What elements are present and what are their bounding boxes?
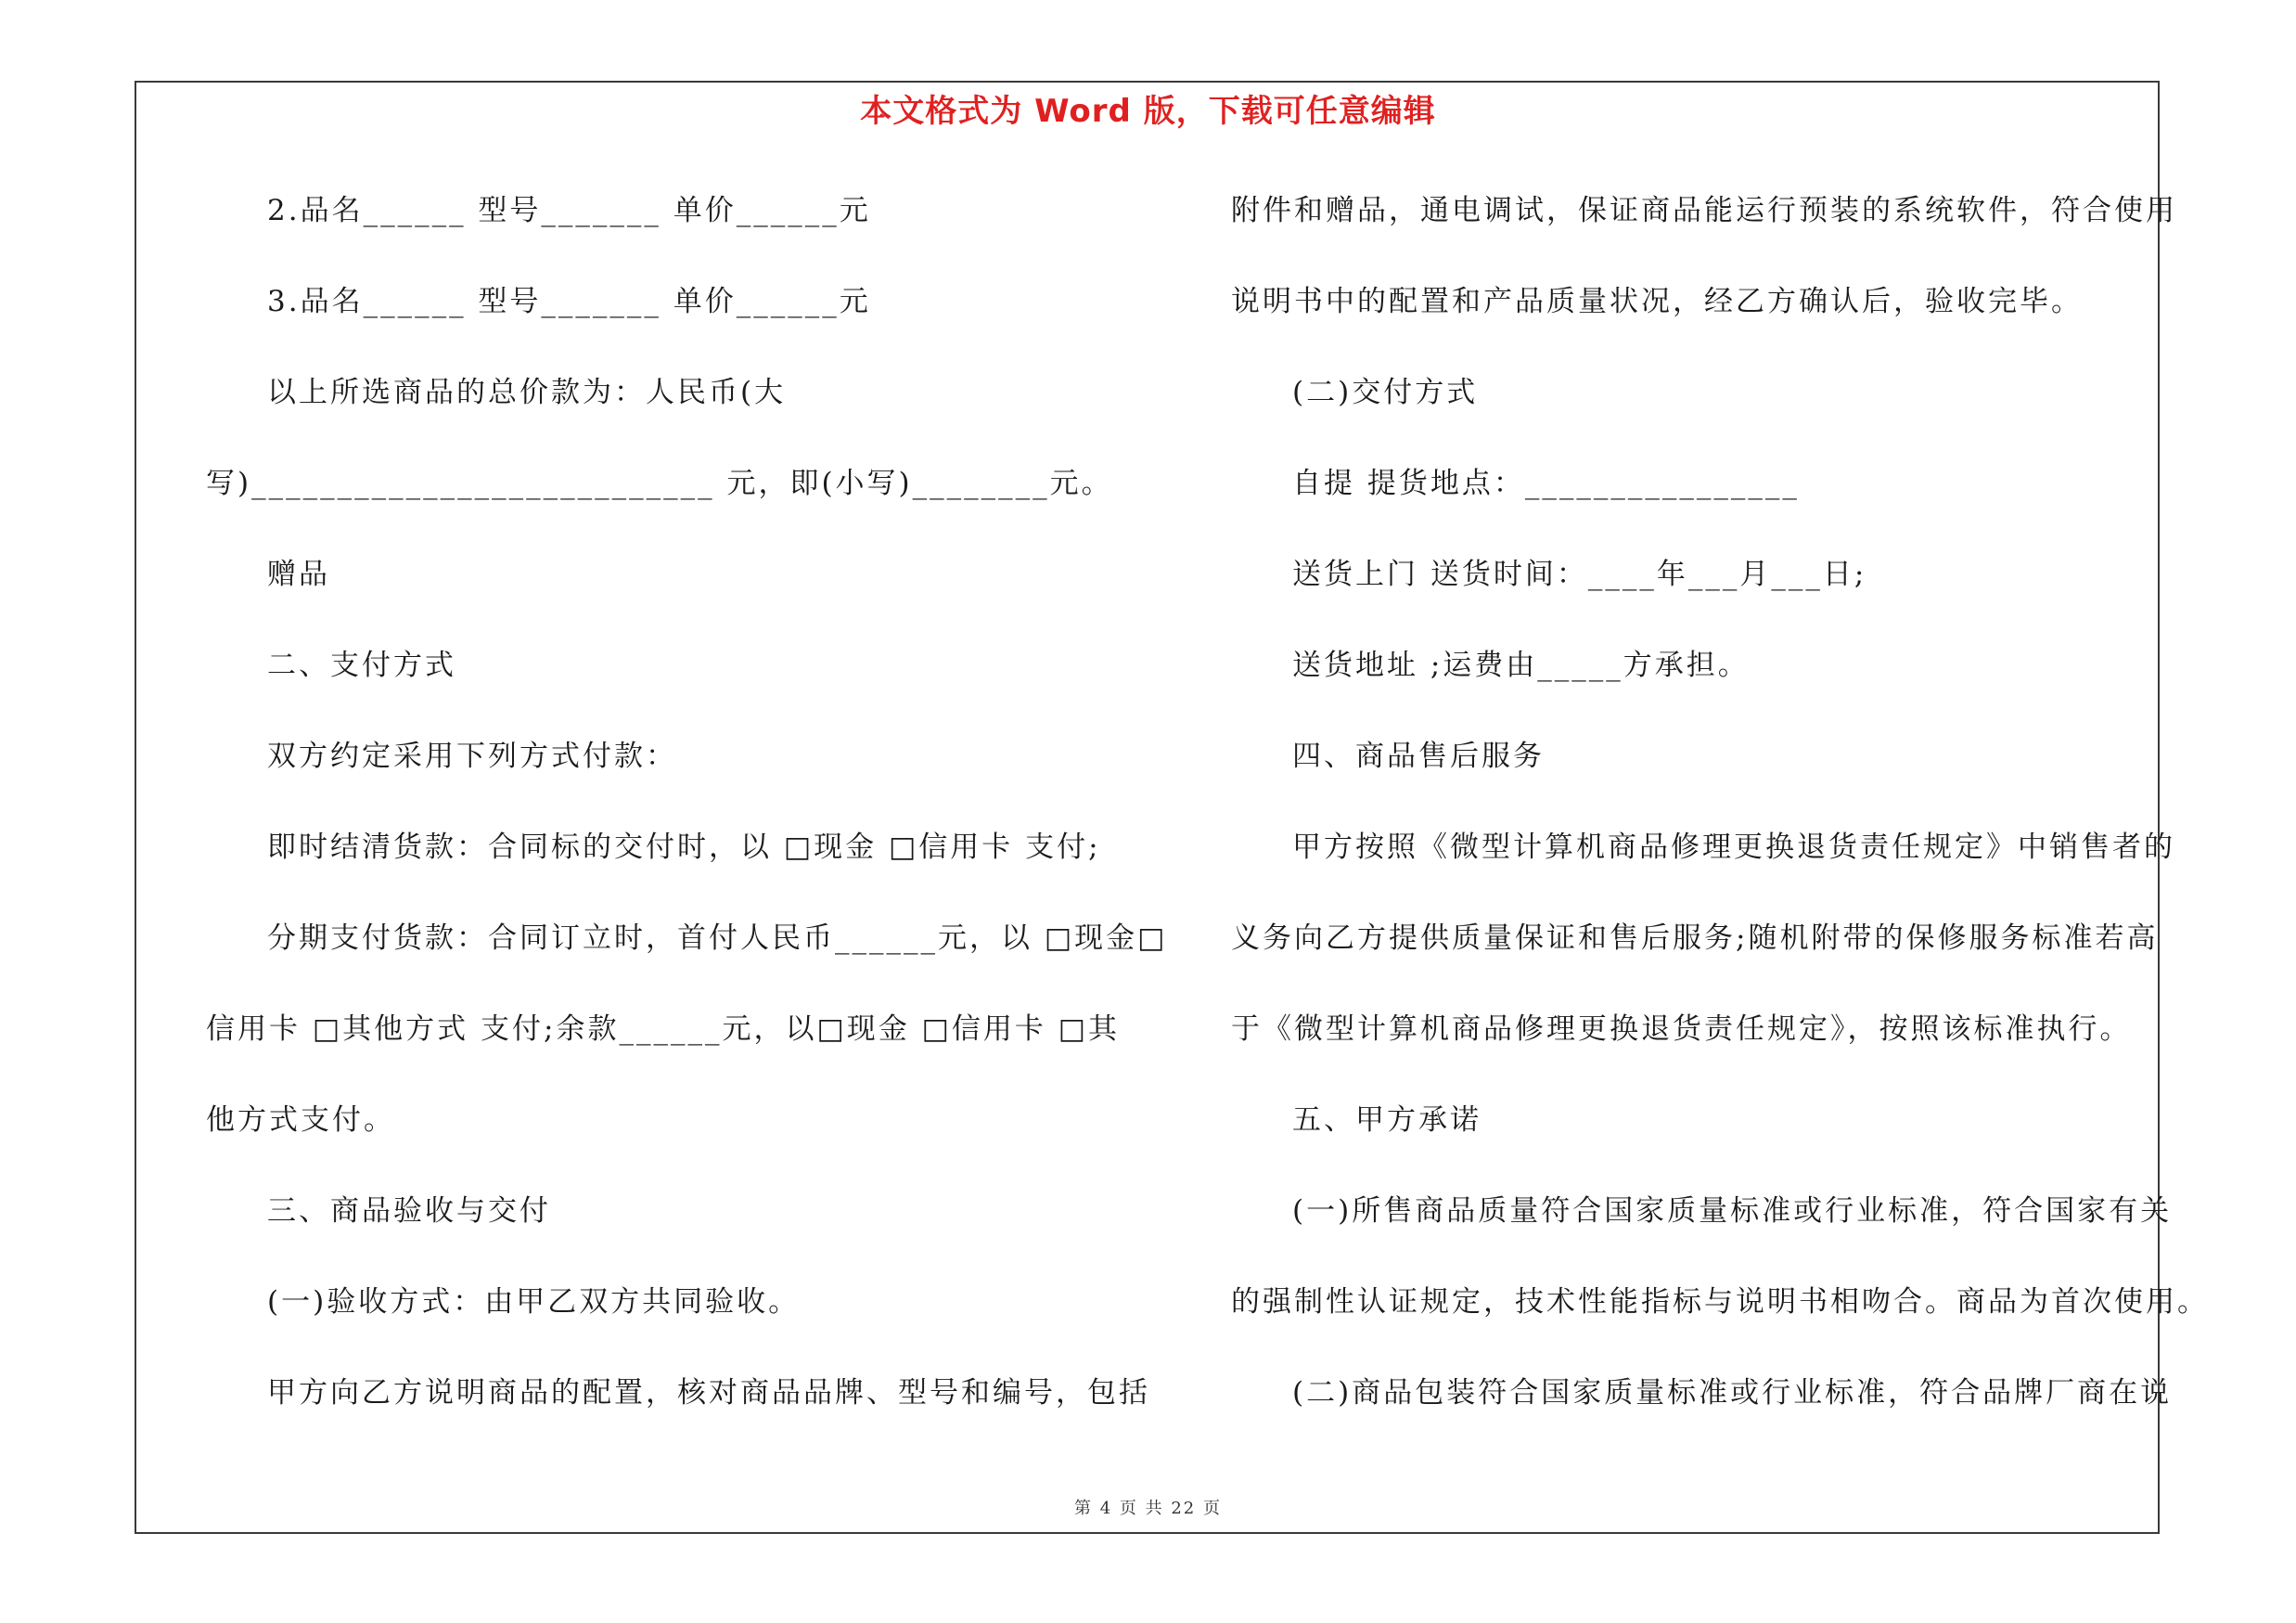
- paragraph-line: 送货地址 ;运费由_____方承担。: [1292, 649, 1750, 682]
- paragraph-line: 他方式支付。: [206, 1103, 395, 1137]
- section-heading: 二、支付方式: [267, 649, 456, 682]
- paragraph-line: 以上所选商品的总价款为：人民币(大: [267, 376, 787, 409]
- left-column: [206, 184, 1168, 1457]
- paragraph-line: (一)验收方式：由甲乙双方共同验收。: [267, 1285, 801, 1319]
- paragraph-line: 写)___________________________ 元，即(小写)________元。: [206, 467, 1113, 500]
- paragraph-line: 的强制性认证规定，技术性能指标与说明书相吻合。商品为首次使用。: [1231, 1285, 2209, 1319]
- paragraph-line: 送货上门 送货时间：____年___月___日;: [1292, 558, 1867, 591]
- paragraph-line: 3.品名______ 型号_______ 单价______元: [267, 285, 871, 318]
- section-heading: 三、商品验收与交付: [267, 1194, 551, 1228]
- paragraph-line: 说明书中的配置和产品质量状况，经乙方确认后，验收完毕。: [1231, 285, 2083, 318]
- paragraph-line: 分期支付货款：合同订立时，首付人民币______元，以 □现金□: [267, 921, 1168, 955]
- section-heading: 五、甲方承诺: [1292, 1103, 1481, 1137]
- document-banner: 本文格式为 Word 版，下载可任意编辑: [860, 93, 1436, 130]
- paragraph-line: 自提 提货地点：________________: [1292, 467, 1800, 500]
- paragraph-line: 赠品: [267, 558, 330, 591]
- paragraph-line: 甲方向乙方说明商品的配置，核对商品品牌、型号和编号，包括: [267, 1376, 1150, 1410]
- paragraph-line: 于《微型计算机商品修理更换退货责任规定》，按照该标准执行。: [1231, 1012, 2132, 1046]
- paragraph-line: 2.品名______ 型号_______ 单价______元: [267, 194, 871, 227]
- paragraph-line: 附件和赠品，通电调试，保证商品能运行预装的系统软件，符合使用: [1231, 194, 2177, 227]
- paragraph-line: 义务向乙方提供质量保证和售后服务;随机附带的保修服务标准若高: [1231, 921, 2159, 955]
- paragraph-line: 信用卡 □其他方式 支付;余款______元，以□现金 □信用卡 □其: [206, 1012, 1121, 1046]
- paragraph-line: (二)交付方式: [1292, 376, 1479, 409]
- paragraph-line: 即时结清货款：合同标的交付时，以 □现金 □信用卡 支付;: [267, 831, 1101, 864]
- paragraph-line: 甲方按照《微型计算机商品修理更换退货责任规定》中销售者的: [1292, 831, 2175, 864]
- page-footer: 第 4 页 共 22 页: [1074, 1499, 1222, 1518]
- paragraph-line: (一)所售商品质量符合国家质量标准或行业标准，符合国家有关: [1292, 1194, 2173, 1228]
- section-heading: 四、商品售后服务: [1292, 740, 1545, 773]
- right-column: [1231, 184, 2209, 1457]
- paragraph-line: 双方约定采用下列方式付款：: [267, 740, 677, 773]
- paragraph-line: (二)商品包装符合国家质量标准或行业标准，符合品牌厂商在说: [1292, 1376, 2173, 1410]
